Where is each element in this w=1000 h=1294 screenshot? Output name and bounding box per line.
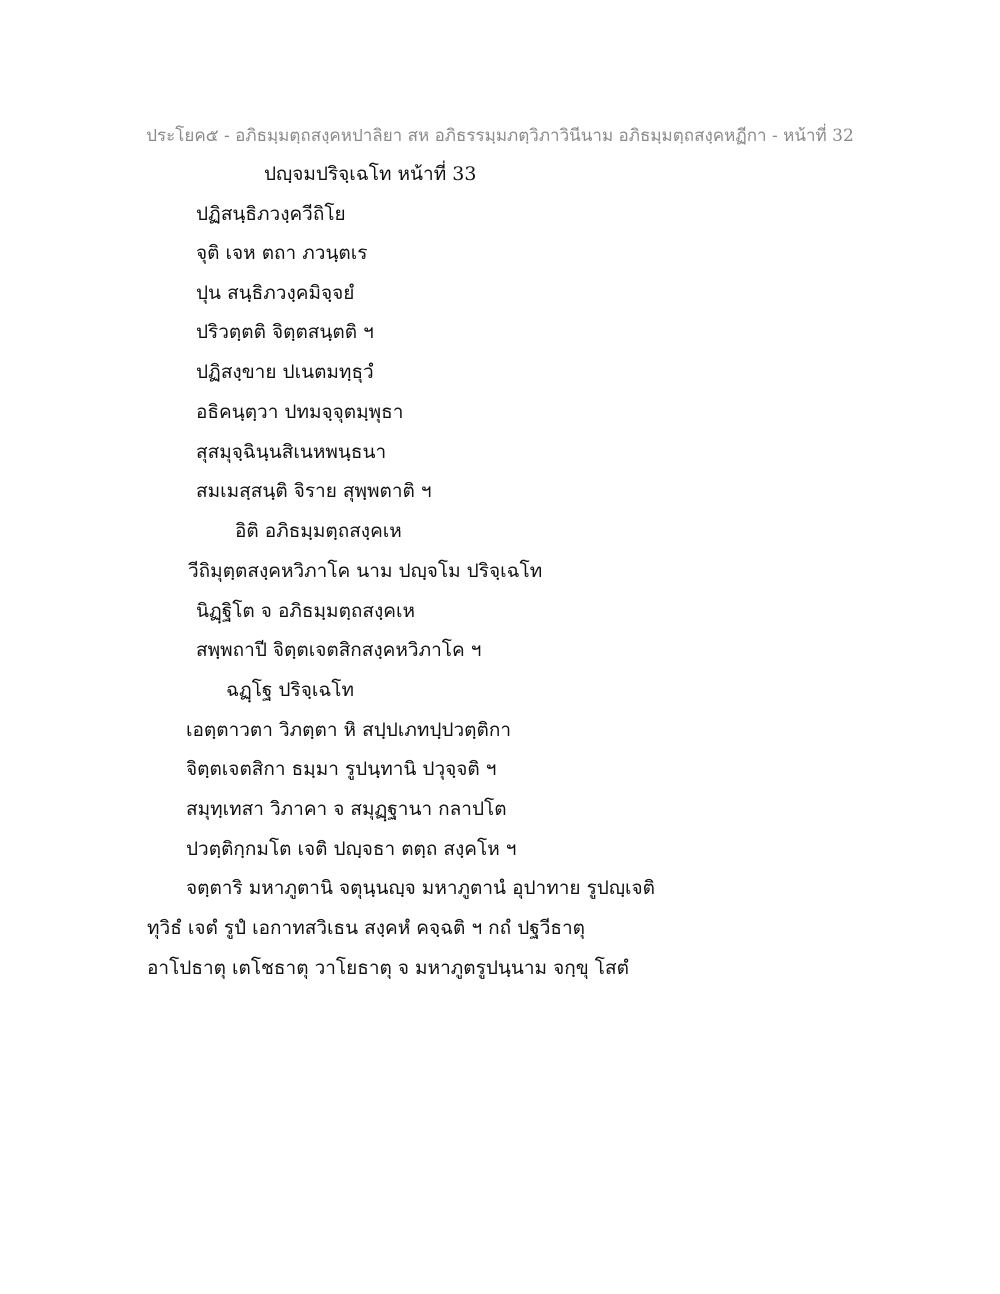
- verse-line: ปุน สนฺธิภวงฺคมิจฺจยํ: [196, 282, 355, 304]
- verse-line: ปวตฺติกฺกมโต เจติ ปญฺจธา ตตฺถ สงฺคโห ฯ: [186, 838, 517, 860]
- verse-line: ปริวตฺตติ จิตฺตสนฺตติ ฯ: [196, 321, 374, 343]
- chapter-title: ฉฏฺโฐ ปริจฺเฉโท: [226, 679, 354, 701]
- verse-line: สมเมสฺสนฺติ จิราย สุพฺพตาติ ฯ: [196, 480, 432, 502]
- colophon-line: นิฏฺฐิโต จ อภิธมฺมตฺถสงฺคเห: [196, 600, 416, 622]
- prose-line: อาโปธาตุ เตโชธาตุ วาโยธาตุ จ มหาภูตรูปนฺนาม จกฺขุ โสตํ: [147, 957, 629, 979]
- running-header: ประโยค๕ - อภิธมฺมตฺถสงฺคหปาลิยา สห อภิธรรมฺมภตฺวิภาวินีนาม อภิธมฺมตฺถสงฺคหฏีกา - หน้าที่ 32: [146, 126, 854, 146]
- verse-line: ปฏิสงฺขาย ปเนตมทฺธุวํ: [196, 361, 374, 383]
- prose-line: จตฺตาริ มหาภูตานิ จตุนฺนญฺจ มหาภูตานํ อุปาทาย รูปญฺเจติ: [186, 877, 656, 899]
- colophon-line: สพฺพถาปี จิตฺตเจตสิกสงฺคหวิภาโค ฯ: [196, 639, 482, 661]
- verse-line: อธิคนฺตฺวา ปทมจฺจุตมฺพุธา: [196, 401, 404, 423]
- prose-line: ทุวิธํ เจตํ รูปํ เอกาทสวิเธน สงฺคหํ คจฺฉติ ฯ กถํ ปฐวีธาตุ: [147, 917, 586, 939]
- verse-line: สุสมุจฺฉินฺนสิเนหพนฺธนา: [196, 441, 387, 463]
- verse-line: จิตฺตเจตสิกา ธมฺมา รูปนฺทานิ ปวุจฺจติ ฯ: [186, 758, 497, 780]
- verse-line: ปฏิสนฺธิภวงฺควีถิโย: [196, 203, 346, 225]
- verse-line: จุติ เจห ตถา ภวนฺตเร: [196, 242, 368, 264]
- colophon-line: อิติ อภิธมฺมตฺถสงฺคเห: [235, 520, 402, 542]
- colophon-line: วีถิมุตฺตสงฺคหวิภาโค นาม ปญฺจโม ปริจฺเฉโท: [188, 560, 543, 582]
- section-heading: ปญฺจมปริจฺเฉโท หน้าที่ 33: [264, 163, 477, 185]
- verse-line: เอตฺตาวตา วิภตฺตา หิ สปฺปเภทปฺปวตฺติกา: [186, 719, 512, 741]
- verse-line: สมุทฺเทสา วิภาคา จ สมุฏฺฐานา กลาปโต: [186, 798, 507, 820]
